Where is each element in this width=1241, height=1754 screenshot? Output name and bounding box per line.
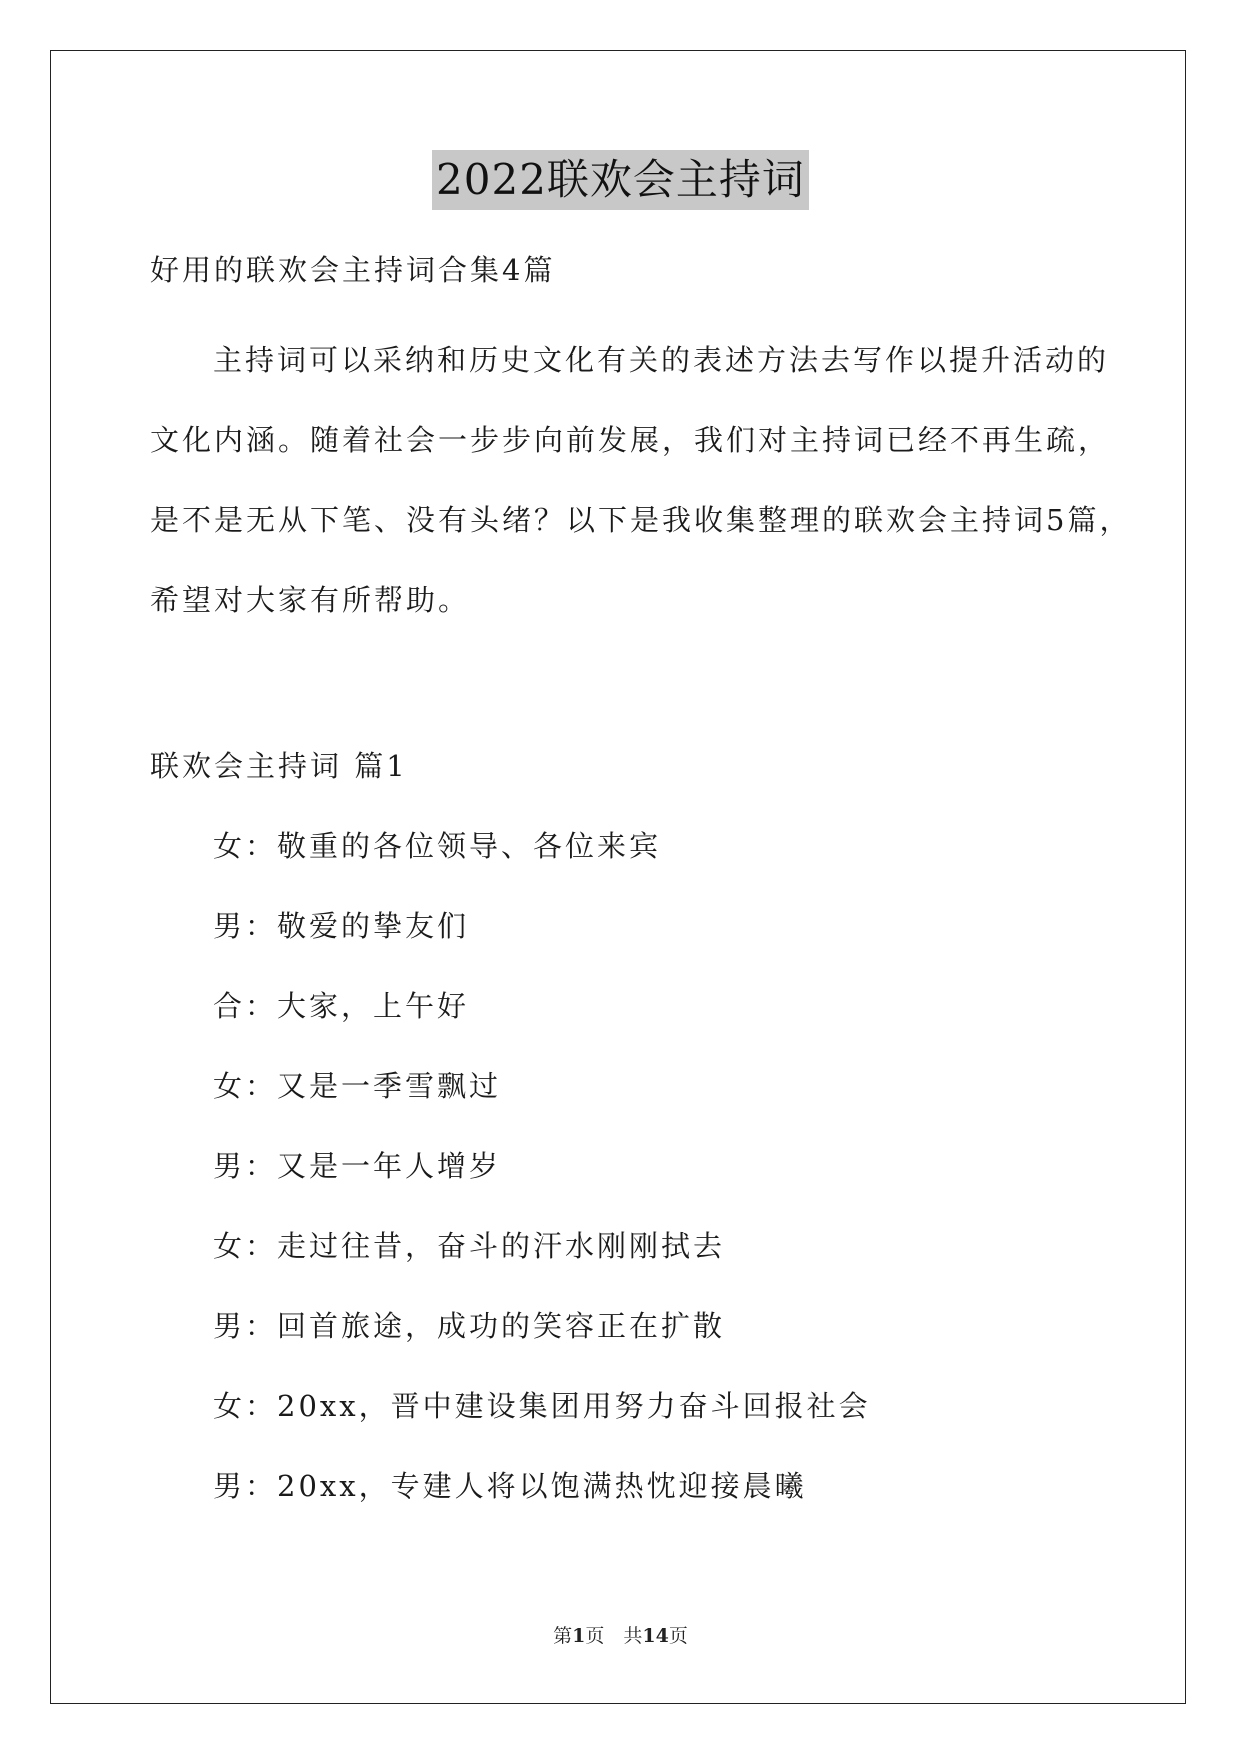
document-title: 2022联欢会主持词 [432,150,809,210]
dialogue-line: 男：回首旅途，成功的笑容正在扩散 [213,1309,726,1343]
intro-line-1: 主持词可以采纳和历史文化有关的表述方法去写作以提升活动的 [213,343,1110,377]
footer-page-number: 1 [572,1625,586,1647]
section-heading: 联欢会主持词 篇1 [150,749,408,783]
dialogue-line: 合：大家，上午好 [213,989,470,1023]
dialogue-line: 男：敬爱的挚友们 [213,909,470,943]
dialogue-line: 男：又是一年人增岁 [213,1149,502,1183]
footer-page-mid: 页 共 [585,1625,643,1647]
footer-total-pages: 14 [642,1625,669,1647]
dialogue-line: 女：20xx，晋中建设集团用努力奋斗回报社会 [213,1389,871,1423]
page-border [50,50,1186,1704]
footer-page-prefix: 第 [553,1625,573,1647]
intro-line-3: 是不是无从下笔、没有头绪？以下是我收集整理的联欢会主持词5篇， [150,503,1132,537]
dialogue-line: 女：走过往昔，奋斗的汗水刚刚拭去 [213,1229,726,1263]
title-container [0,150,1241,210]
dialogue-line: 女：又是一季雪飘过 [213,1069,502,1103]
intro-line-2: 文化内涵。随着社会一步步向前发展，我们对主持词已经不再生疏， [150,423,1111,457]
dialogue-line: 女：敬重的各位领导、各位来宾 [213,829,662,863]
footer-page-suffix: 页 [668,1625,688,1647]
document-subtitle: 好用的联欢会主持词合集4篇 [150,253,556,287]
dialogue-line: 男：20xx，专建人将以饱满热忱迎接晨曦 [213,1469,807,1503]
intro-line-4: 希望对大家有所帮助。 [150,583,471,617]
page-footer [0,1624,1241,1648]
